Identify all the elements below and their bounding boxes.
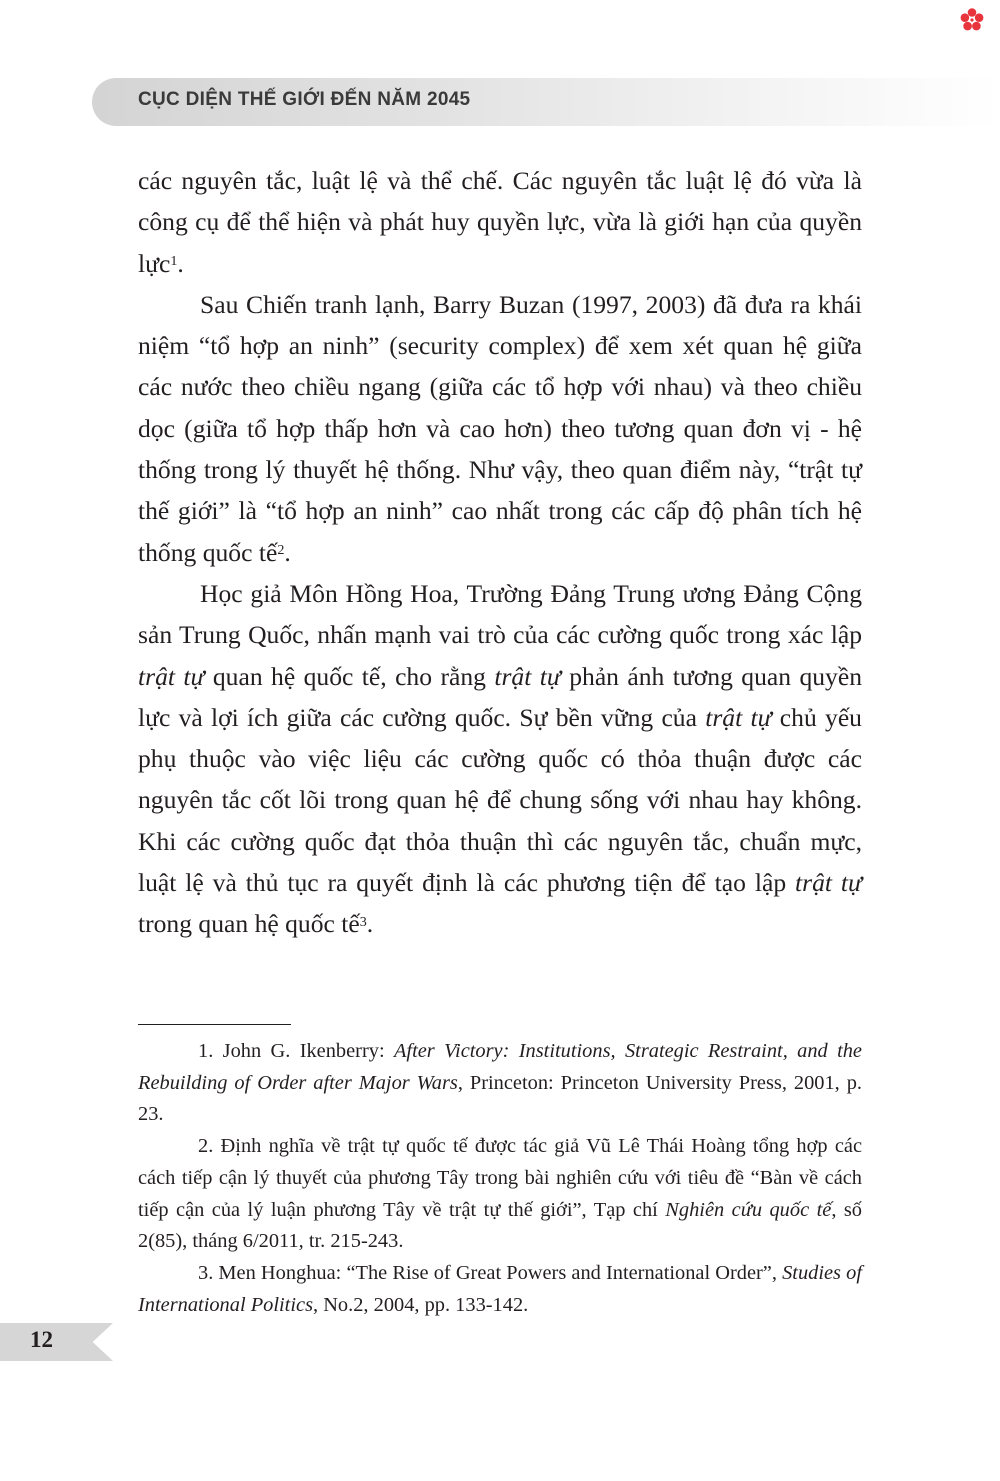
footnote-divider xyxy=(138,1024,291,1025)
footnote-ref-2[interactable]: 2 xyxy=(277,542,285,559)
italic-term: trật tự xyxy=(138,661,205,691)
body-text xyxy=(138,160,862,945)
footnote-3: 3. Men Honghua: “The Rise of Great Powers and International Order”, Studies of International Politics, No.2, 2004, pp. 133-142. xyxy=(138,1261,862,1316)
footnote-1: 1. John G. Ikenberry: After Victory: Institutions, Strategic Restraint, and the Rebuilding of Order after Major Wars, Princeton: Princeton University Press, 2001, p. 23. xyxy=(138,1040,862,1126)
footnote-2: 2. Định nghĩa về trật tự quốc tế được tác giả Vũ Lê Thái Hoàng tổng hợp các cách tiếp cận lý thuyết của phương Tây trong bài nghiên cứu với tiêu đề “Bàn về cách tiếp cận của lý luận phương Tây về trật tự thế giới”, Tạp chí Nghiên cứu quốc tế, số 2(85), tháng 6/2011, tr. 215-243. xyxy=(138,1135,863,1253)
italic-term: trật tự xyxy=(705,702,772,732)
italic-term: trật tự xyxy=(494,661,561,691)
paragraph-3: Học giả Môn Hồng Hoa, Trường Đảng Trung ương Đảng Cộng sản Trung Quốc, nhấn mạnh vai trò của các cường quốc trong xác lập trật tự quan hệ quốc tế, cho rằng trật tự phản ánh tương quan quyền lực và lợi ích giữa các cường quốc. Sự bền vững của trật tự chủ yếu phụ thuộc vào việc liệu các cường quốc có thỏa thuận được các nguyên tắc cốt lõi trong quan hệ để chung sống với nhau hay không. Khi các cường quốc đạt thỏa thuận thì các nguyên tắc, chuẩn mực, luật lệ và thủ tục ra quyết định là các phương tiện để tạo lập trật tự trong quan hệ quốc tế$^3$. xyxy=(138,578,863,939)
running-header-title: CỤC DIỆN THẾ GIỚI ĐẾN NĂM 2045 xyxy=(138,89,471,110)
paragraph-2: Sau Chiến tranh lạnh, Barry Buzan (1997, 2003) đã đưa ra khái niệm “tổ hợp an ninh” (security complex) để xem xét quan hệ giữa các nước theo chiều ngang (giữa các tổ hợp với nhau) và theo chiều dọc (giữa tổ hợp thấp hơn và cao hơn) theo tương quan đơn vị - hệ thống trong lý thuyết hệ thống. Như vậy, theo quan điểm này, “trật tự thế giới” là “tổ hợp an ninh” cao nhất trong các cấp độ phân tích hệ thống quốc tế$^2$. xyxy=(138,289,862,567)
flower-icon xyxy=(958,6,986,34)
page-number-tab xyxy=(0,1323,113,1361)
paragraph-1: các nguyên tắc, luật lệ và thể chế. Các nguyên tắc luật lệ đó vừa là công cụ để thể hiện và phát huy quyền lực, vừa là giới hạn của quyền lực$^1$. xyxy=(138,166,862,278)
page-number: 12 xyxy=(30,1327,53,1352)
footnote-ref-1[interactable]: 1 xyxy=(170,253,178,270)
footnote-ref-3[interactable]: 3 xyxy=(359,914,367,931)
footnotes xyxy=(138,1036,862,1321)
italic-term: trật tự xyxy=(795,868,862,898)
